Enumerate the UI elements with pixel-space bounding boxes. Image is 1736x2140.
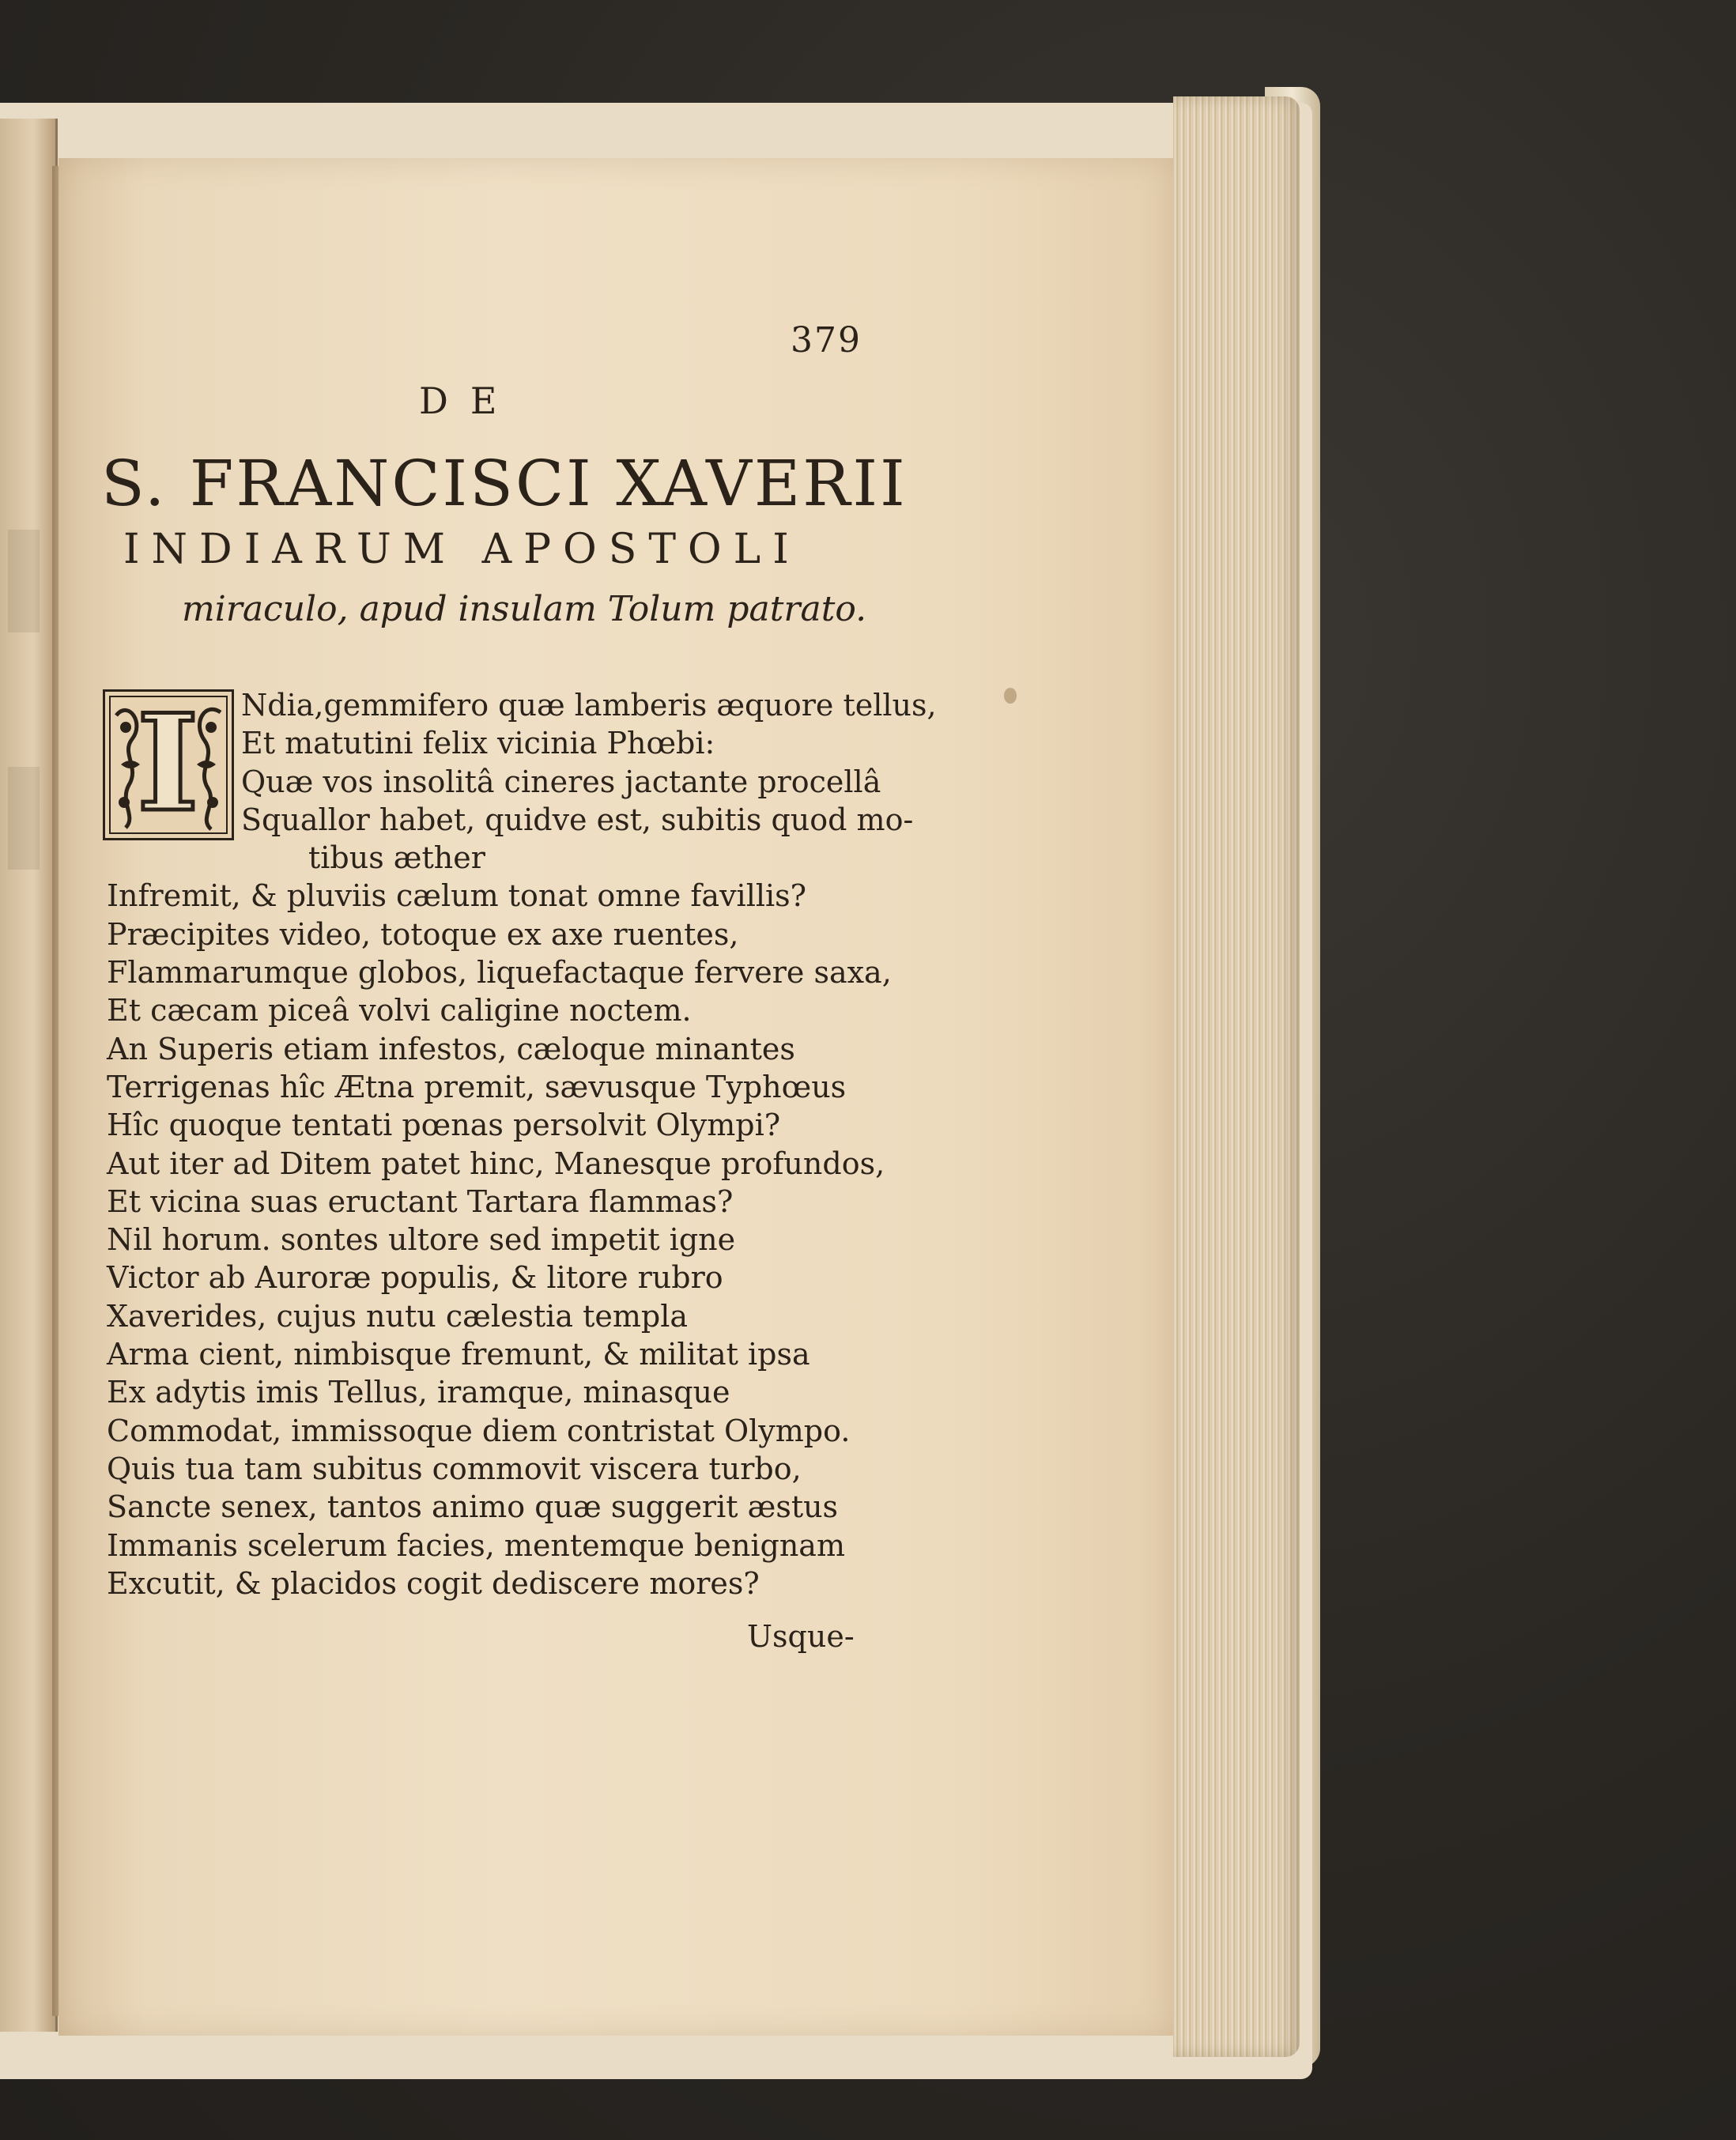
poem-line: Nil horum. sontes ultore sed impetit igne [107, 1222, 736, 1258]
title-main: S. FRANCISCI XAVERII [101, 447, 908, 520]
ink-bleed [8, 767, 40, 870]
poem-line: Flammarumque globos, liquefactaque fervere saxa, [107, 955, 892, 991]
poem-line: Infremit, & pluviis cælum tonat omne favillis? [107, 878, 807, 914]
poem-line: Sancte senex, tantos animo quæ suggerit æstus [107, 1489, 839, 1525]
catchword: Usque- [747, 1619, 855, 1654]
foxing-spot [1004, 688, 1017, 704]
poem-line: Commodat, immissoque diem contristat Olympo. [107, 1413, 851, 1448]
poem-line: Aut iter ad Ditem patet hinc, Manesque profundos, [107, 1145, 885, 1181]
poem-line: An Superis etiam infestos, cæloque minantes [107, 1031, 795, 1066]
poem-line: Excutit, & placidos cogit dediscere mores? [107, 1565, 760, 1601]
poem-line: Squallor habet, quidve est, subitis quod mo- [241, 802, 914, 837]
poem-line: Arma cient, nimbisque fremunt, & militat ipsa [107, 1337, 810, 1372]
poem-line: Ndia,gemmifero quæ lamberis æquore tellus, [241, 688, 937, 723]
title-de: DE [419, 379, 519, 422]
page-fore-edge [1173, 96, 1300, 2057]
poem-line: Xaverides, cujus nutu cælestia templa [107, 1298, 689, 1334]
poem-line: Præcipites video, totoque ex axe ruentes, [107, 916, 739, 952]
poem-line: Et vicina suas eructant Tartara flammas? [107, 1183, 734, 1219]
poem-body [107, 686, 937, 1602]
poem-line: Terrigenas hîc Ætna premit, sævusque Typhœus [107, 1069, 847, 1104]
poem-line: Et matutini felix vicinia Phœbi: [241, 726, 715, 761]
poem-line: Ex adytis imis Tellus, iramque, minasque [107, 1375, 730, 1410]
page-number: 379 [791, 320, 862, 360]
poem-line: Immanis scelerum facies, mentemque benignam [107, 1527, 845, 1563]
title-italic: miraculo, apud insulam Tolum patrato. [182, 589, 867, 629]
left-page-edge [0, 119, 58, 2032]
poem-line: Quæ vos insolitâ cineres jactante procellâ [241, 764, 881, 799]
poem-line: Victor ab Auroræ populis, & litore rubro [107, 1260, 723, 1296]
poem-line: Et cæcam piceâ volvi caligine noctem. [107, 993, 692, 1028]
poem-line-turnover: tibus æther [308, 840, 485, 876]
dropcap-letter: I [137, 685, 199, 841]
title-sub: INDIARUM APOSTOLI [123, 526, 801, 573]
poem-line: Quis tua tam subitus commovit viscera turbo, [107, 1451, 802, 1486]
poem-line: Hîc quoque tentati pœnas persolvit Olympi? [107, 1108, 781, 1143]
ink-bleed [8, 530, 40, 632]
